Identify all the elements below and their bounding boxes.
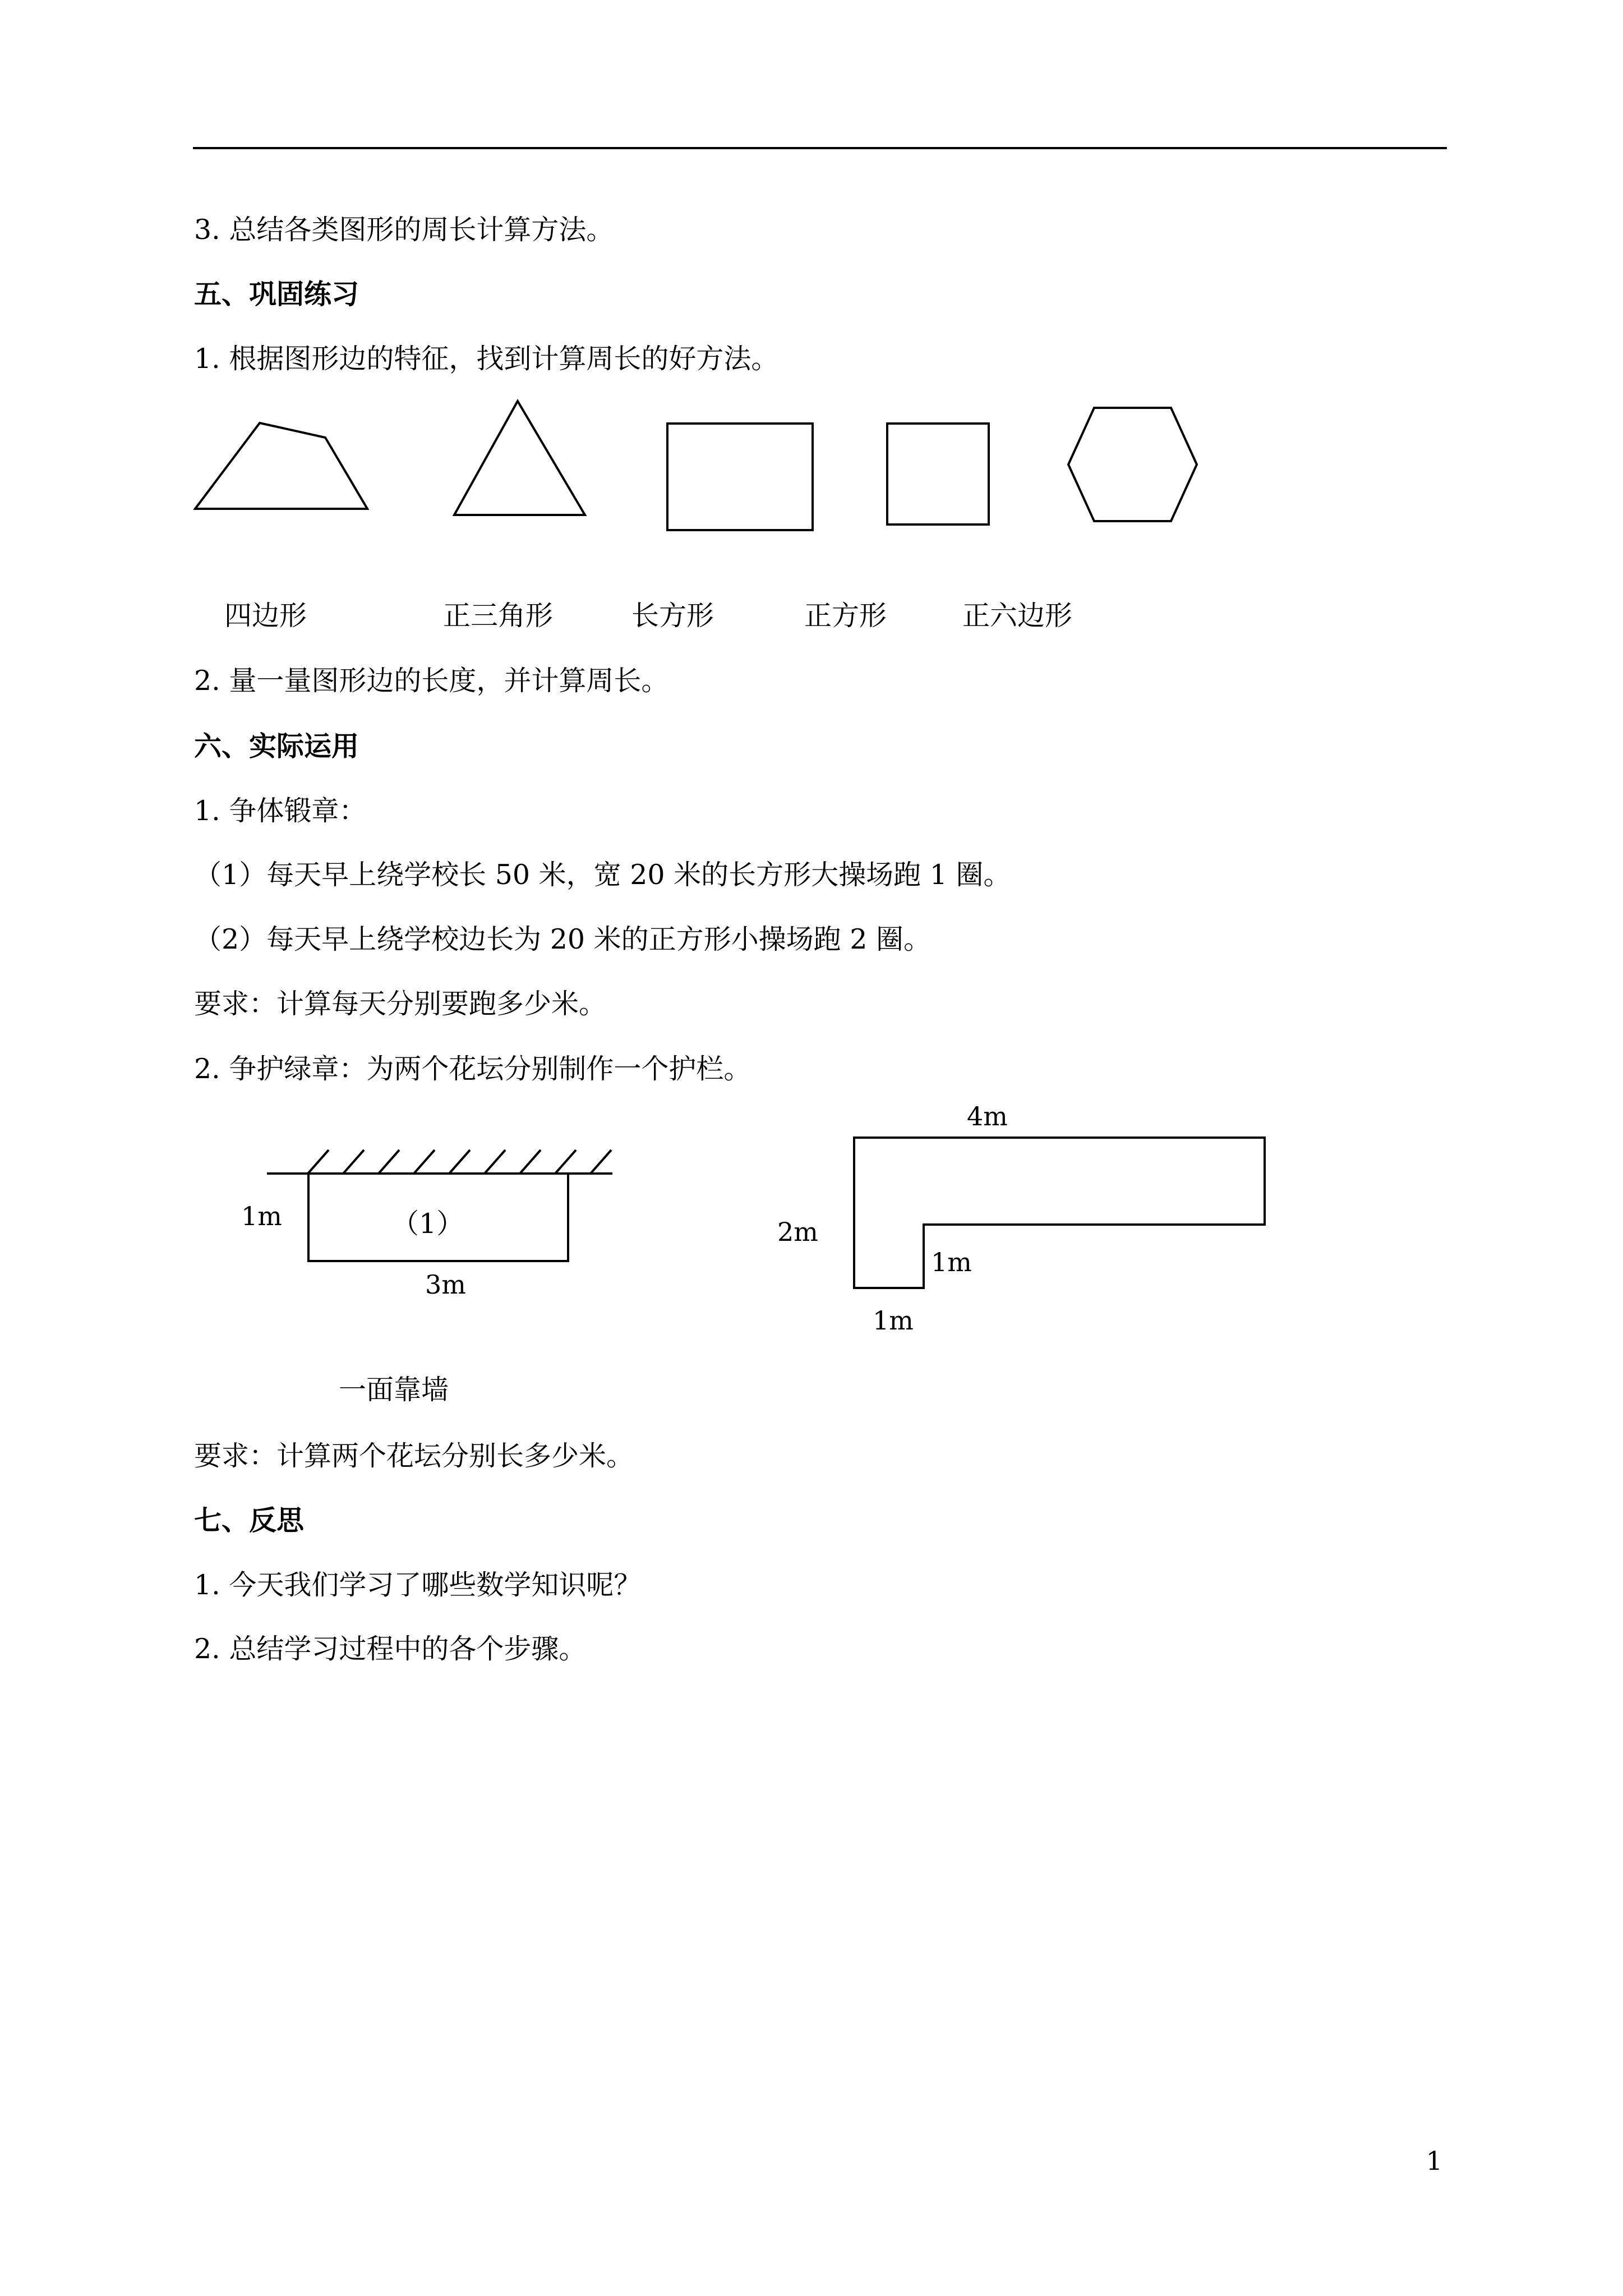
flower-bed-2-outline — [854, 1138, 1265, 1288]
bed1-number-label: （1） — [391, 1208, 464, 1240]
bed2-left-label: 2m — [777, 1217, 818, 1247]
requirement-2: 要求：计算两个花坛分别长多少米。 — [194, 1440, 634, 1472]
bed1-height-label: 1m — [241, 1201, 282, 1231]
label-square: 正方形 — [804, 600, 887, 632]
application-sub-2: （2）每天早上绕学校边长为 20 米的正方形小操场跑 2 圈。 — [194, 923, 932, 955]
exercise-item-2: 2. 量一量图形边的长度，并计算周长。 — [194, 665, 669, 697]
square-shape — [887, 424, 989, 524]
application-item-1: 1. 争体锻章： — [194, 795, 367, 827]
section-heading-application: 六、实际运用 — [194, 730, 359, 762]
section-heading-reflection: 七、反思 — [194, 1504, 305, 1536]
application-sub-1: （1）每天早上绕学校长 50 米，宽 20 米的长方形大操场跑 1 圈。 — [194, 859, 1011, 891]
quadrilateral-shape — [195, 423, 367, 509]
page-number: 1 — [1426, 2146, 1442, 2176]
rectangle-shape — [667, 424, 813, 530]
reflection-item-1: 1. 今天我们学习了哪些数学知识呢？ — [194, 1569, 642, 1601]
summary-item-3: 3. 总结各类图形的周长计算方法。 — [194, 214, 614, 246]
label-quadrilateral: 四边形 — [224, 600, 307, 632]
bed1-width-label: 3m — [425, 1269, 466, 1300]
wall-hatching — [308, 1150, 611, 1174]
bed2-inner-label: 1m — [931, 1247, 972, 1277]
label-equilateral-triangle: 正三角形 — [443, 600, 554, 632]
requirement-1: 要求：计算每天分别要跑多少米。 — [194, 988, 607, 1020]
label-rectangle: 长方形 — [631, 600, 714, 632]
exercise-item-1: 1. 根据图形边的特征，找到计算周长的好方法。 — [194, 343, 779, 375]
triangle-shape — [454, 401, 585, 515]
section-heading-consolidation: 五、巩固练习 — [194, 278, 359, 310]
bed2-bottom-label: 1m — [873, 1305, 914, 1336]
label-regular-hexagon: 正六边形 — [962, 600, 1073, 632]
hexagon-shape — [1068, 408, 1197, 521]
application-item-2: 2. 争护绿章：为两个花坛分别制作一个护栏。 — [194, 1053, 751, 1085]
bed1-caption: 一面靠墙 — [339, 1374, 449, 1406]
reflection-item-2: 2. 总结学习过程中的各个步骤。 — [194, 1633, 587, 1665]
bed2-top-label: 4m — [967, 1101, 1008, 1131]
